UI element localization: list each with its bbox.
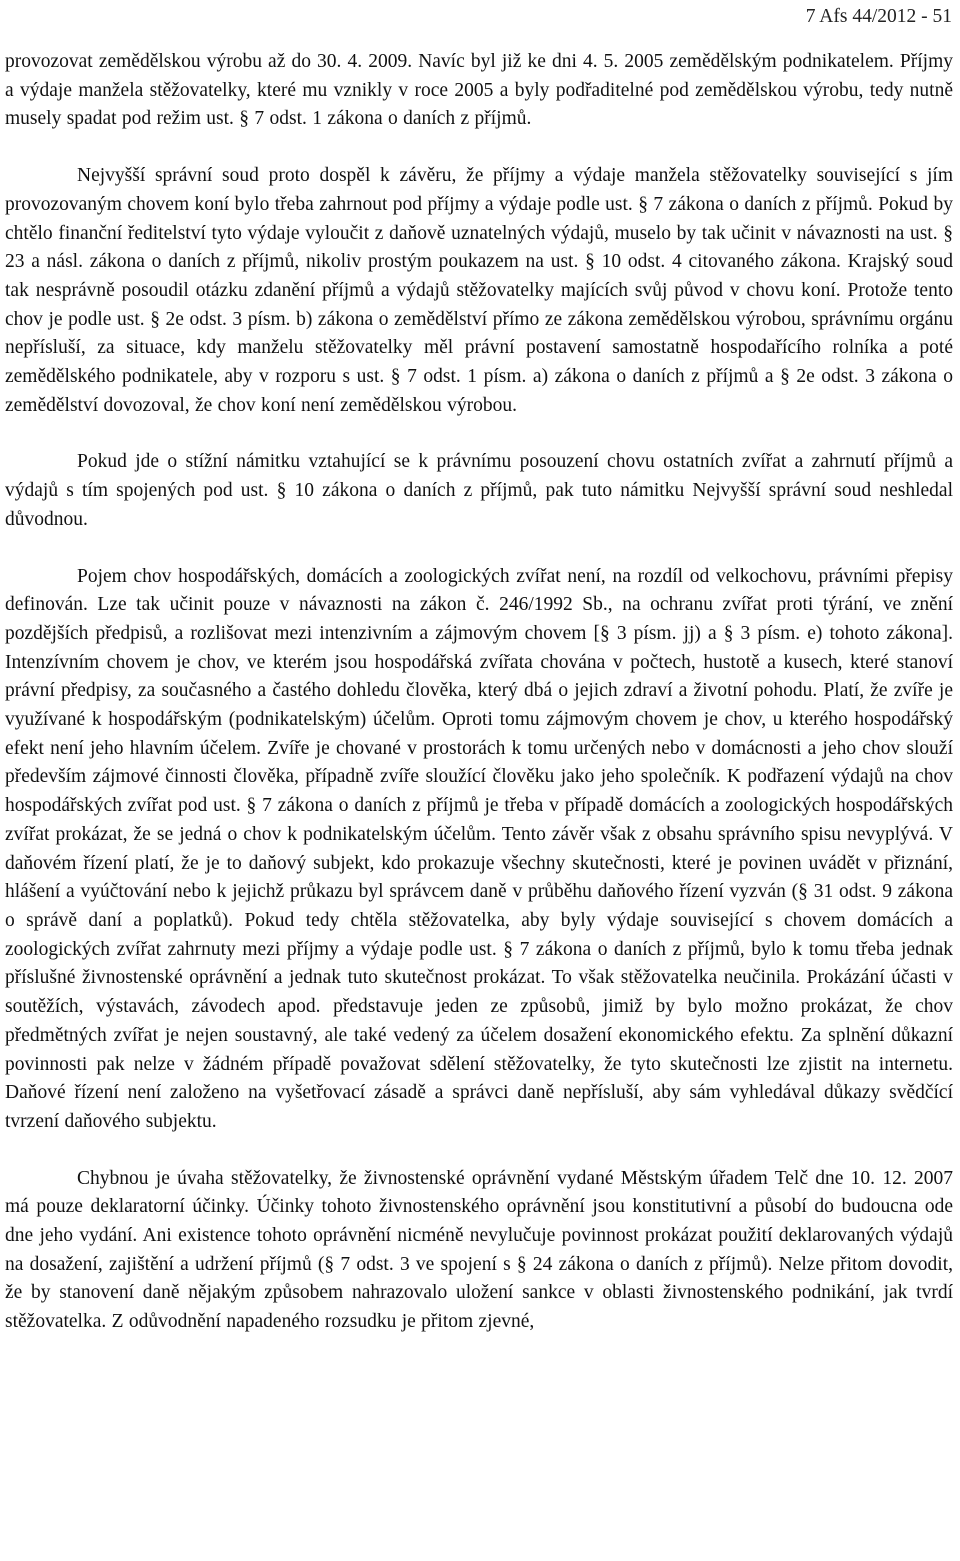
paragraph-conclusion-horses: Nejvyšší správní soud proto dospěl k závěru, že příjmy a výdaje manžela stěžovatelky související s jím provozovaným chovem koní bylo třeba zahrnout pod příjmy a výdaje podle ust. § 7 zákona o daních z příjmů. Pokud by chtělo finanční ředitelství tyto výdaje vyloučit z daňově uznatelných výdajů, muselo by tak učinit v návaznosti na ust. § 23 a násl. zákona o daních z příjmů, nikoliv prostým poukazem na ust. § 10 odst. 4 citovaného zákona. Krajský soud tak nesprávně posoudil otázku zdanění příjmů a výdajů stěžovatelky majících svůj původ v chovu koní. Protože tento chov je podle ust. § 2e odst. 3 písm. b) zákona o zemědělství přímo ze zákona zemědělskou výrobou, správnímu orgánu nepřísluší, za situace, kdy manželu stěžovatelky měl právní postavení samostatně hospodařícího rolníka a poté zemědělského podnikatele, aby v rozporu s ust. § 7 odst. 1 písm. a) zákona o daních z příjmů a § 2e odst. 3 zákona o zemědělství dovozoval, že chov koní není zemědělskou výrobou.	[5, 165, 953, 416]
paragraph-other-animals-objection: Pokud jde o stížní námitku vztahující se k právnímu posouzení chovu ostatních zvířat a zahrnutí příjmů a výdajů s tím spojených pod ust. § 10 zákona o daních z příjmů, pak tuto námitku Nejvyšší správní soud neshledal důvodnou.	[5, 451, 953, 530]
paragraph-breeding-definition: Pojem chov hospodářských, domácích a zoologických zvířat není, na rozdíl od velkochovu, právními přepisy definován. Lze tak učinit pouze v návaznosti na zákon č. 246/1992 Sb., na ochranu zvířat proti týrání, ve znění pozdějších předpisů, a rozlišovat mezi intenzivním a zájmovým chovem [§ 3 písm. jj) a § 3 písm. e) tohoto zákona]. Intenzívním chovem je chov, ve kterém jsou hospodářská zvířata chována v počtech, hustotě a kusech, které stanoví právní předpisy, za současného a častého dohledu člověka, který dbá o jejich zdraví a životní pohodu. Platí, že zvíře je využívané k hospodářským (podnikatelským) účelům. Oproti tomu zájmovým chovem je chov, u kterého hospodářský efekt není jeho hlavním účelem. Zvíře je chované v prostorách k tomu určených nebo v domácnosti a jeho chov slouží především zájmové činnosti člověka, případně zvíře sloužící člověku jako jeho společník. K podřazení výdajů na chov hospodářských zvířat pod ust. § 7 zákona o daních z příjmů je třeba v případě domácích a zoologických hospodářských zvířat prokázat, že se jedná o chov k podnikatelským účelům. Tento závěr však z obsahu správního spisu nevyplývá. V daňovém řízení platí, že je to daňový subjekt, kdo prokazuje všechny skutečnosti, které je povinen uvádět v přiznání, hlášení a vyúčtování nebo k jejichž průkazu byl správcem daně v průběhu daňového řízení vyzván (§ 31 odst. 9 zákona o správě daní a poplatků). Pokud tedy chtěla stěžovatelka, aby byly výdaje související s chovem domácích a zoologických zvířat zahrnuty mezi příjmy a výdaje podle ust. § 7 zákona o daních z příjmů, bylo k tomu třeba jednak příslušné živnostenské oprávnění a jednak tuto skutečnost prokázat. To však stěžovatelka neučinila. Prokázání účasti v soutěžích, výstavách, závodech apod. představuje jeden ze způsobů, jimiž by bylo možno prokázat, že chov předmětných zvířat je nejen soustavný, ale také vedený za účelem dosažení ekonomického efektu. Za splnění důkazní povinnosti pak nelze v žádném případě považovat sdělení stěžovatelky, že tyto skutečnosti lze zjistit na internetu. Daňové řízení není založeno na vyšetřovací zásadě a správci daně nepřísluší, aby sám vyhledával důkazy svědčící tvrzení daňového subjektu.	[5, 565, 953, 1132]
paragraph-continuation: provozovat zemědělskou výrobu až do 30. 4. 2009. Navíc byl již ke dni 4. 5. 2005 zemědělským podnikatelem. Příjmy a výdaje manžela stěžovatelky, které mu vznikly v roce 2005 a byly podřaditelné pod zemědělskou výrobu, tedy nutně musely spadat pod režim ust. § 7 odst. 1 zákona o daních z příjmů.	[5, 51, 953, 130]
paragraph-trade-license: Chybnou je úvaha stěžovatelky, že živnostenské oprávnění vydané Městským úřadem Telč dne 10. 12. 2007 má pouze deklaratorní účinky. Účinky tohoto živnostenského oprávnění jsou konstitutivní a působí do budoucna ode dne jeho vydání. Ani existence tohoto oprávnění nicméně nevylučuje povinnost prokázat použití deklarovaných výdajů na dosažení, zajištění a udržení příjmů (§ 7 odst. 3 ve spojení s § 24 zákona o daních z příjmů). Nelze přitom dovodit, že by stanovení daně nějakým způsobem nahrazovalo uložení sankce v oblasti živnostenského podnikání, jak tvrdí stěžovatelka. Z odůvodnění napadeného rozsudku je přitom zjevné,	[5, 1167, 953, 1333]
document-body	[5, 48, 953, 1337]
case-number-header: 7 Afs 44/2012 - 51	[805, 6, 952, 27]
